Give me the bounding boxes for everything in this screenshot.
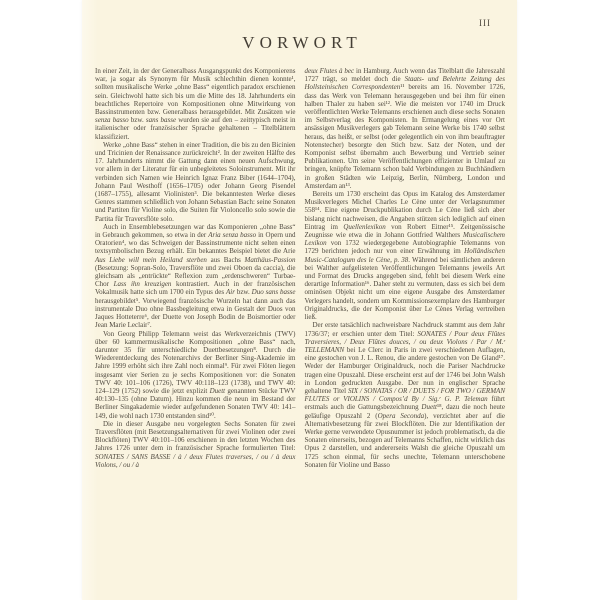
page-number: III xyxy=(479,18,491,28)
paragraph: Werke „ohne Bass“ stehen in einer Tradition, die bis zu den Bicinien und Tricinien der Renaissance zurückreicht². In der zweiten Hälfte des 17. Jahrhunderts nimmt die Gattung dann einen neuen Aufschwung, vor allem in der Literatur für ein unbegleitetes Soloinstrument. Mit ihr verbinden sich Namen wie Heinrich Ignaz Franz Biber (1644–1704), Johann Paul Westhoff (1656–1705) oder Johann Georg Pisendel (1687–1755), allesamt Violinisten³. Die bekanntesten Werke dieses Genres stammen schließlich von Johann Sebastian Bach: seine Sonaten und Partiten für Violine solo, die Suiten für Violoncello solo sowie die Partita für Traversflöte solo. xyxy=(95,140,296,223)
paragraph: deux Flutes à bec in Hamburg. Auch wenn das Titelblatt die Jahreszahl 1727 trägt, so meldet doch die Staats- und Belehrte Zeitung des Hollsteinischen Correspondenten¹¹ bereits am 16. November 1726, dass das Werk von Telemann herausgegeben und bei ihm für einen halben Thaler zu haben sei¹². Wie die meisten vor 1740 im Druck veröffentlichten Werke Telemanns erschienen auch diese sechs Sonaten im Selbstverlag des Komponisten. In Ermangelung eines vor Ort ansässigen Musikverlegers gab Telemann seine Werke bis 1740 selbst heraus, das heißt, er selbst (oder gelegentlich ein von ihm beauftragter Notenstecher) besorgte den Stich bzw. Satz der Noten, und der Komponist selbst übernahm auch Bewerbung und Vertrieb seiner Publikationen. Um seine Veröffentlichungen effizienter in Umlauf zu bringen, knüpfte Telemann schon bald Verbindungen zu Buchhändlern in großen Städten wie Leipzig, Berlin, Nürnberg, London und Amsterdam an¹³. xyxy=(304,67,506,190)
paragraph: Bereits um 1730 erscheint das Opus im Katalog des Amsterdamer Musikverlegers Michel Charles Le Cène unter der Verlagsnummer 558¹⁴. Eine eigene Druckpublikation durch Le Cène ließ sich aber bislang nicht nachweisen, die Angaben stützen sich lediglich auf einen Eintrag im Quellenlexikon von Robert Eitner¹⁵. Zeitgenössische Zeugnisse wie etwa die in Johann Gottfried Walthers Musicalischem Lexikon von 1732 wiedergegebene Autobiographie Telemanns von 1729 berichten jedoch nur von einer Erwähnung im Holländischen Music-Catalogum des le Cène, p. 38. Während bei sämtlichen anderen bei Walther aufgelisteten Veröffentlichungen Telemanns jeweils Art und Format des Drucks angegeben sind, fehlt bei diesem Werk eine derartige Information¹⁶. Daher steht zu vermuten, dass es sich bei dem ominösen Objekt nicht um eine eigene Ausgabe des Amsterdamer Verlegers handelt, sondern um Kommissionsexemplare des Hamburger Originaldrucks, die der Komponist über Le Cènes Verlag vertreiben ließ. xyxy=(304,190,506,322)
text-column-left xyxy=(95,67,296,469)
paragraph: Der erste tatsächlich nachweisbare Nachdruck stammt aus dem Jahr 1736/37; er erschien unter dem Titel: SONATES / Pour deux Flûtes Traversieres, / Deux Flûtes douces, / ou deux Violons / Par / M.ʳ TELLEMANN bei Le Clerc in Paris in zwei verschiedenen Auflagen, eine gestochen von J. L. Renou, die andere gestochen von De Gland¹⁷. Weder der Hamburger Originaldruck, noch die Pariser Nachdrucke tragen eine Opuszahl. Diese erscheint erst auf der 1746 bei John Walsh in London gedruckten Ausgabe. Der nun in englischer Sprache gehaltene Titel SIX / SONATAS / OR / DUETS / FOR TWO / GERMAN FLUTES or VIOLINS / Compos’d By / Sig.ʳ G. P. Teleman führt erstmals auch die Gattungsbezeichnung Duett¹⁸, dazu die noch heute geläufige Opuszahl 2 (Opera Seconda), verzichtet aber auf die Alternativbesetzung für zwei Blockflöten. Die zur Identifikation der Werke gerne verwendete Opusnummer ist jedoch problematisch, da die Sonaten einerseits, bezogen auf Telemanns Schaffen, nicht wirklich das Opus 2 darstellen, und andererseits Walsh die gleiche Opuszahl um 1725 schon einmal, für sechs unechte, Telemann unterschobene Sonaten für Violine und Basso xyxy=(304,321,506,469)
page-title: VORWORT xyxy=(242,33,362,52)
text-column-right xyxy=(305,67,506,469)
paragraph: In einer Zeit, in der der Generalbass Ausgangspunkt des Komponierens war, ja sogar als Synonym für Musik schlechthin dienen konnte¹, sollten musikalische Werke „ohne Bass“ eigentlich paradox erschienen sein. Gleichwohl hatte sich bis um die Mitte des 18. Jahrhunderts ein beachtliches Repertoire von Kompositionen ohne Mitwirkung von Bassinstrumenten bzw. Generalbass herausgebildet. Mit Zusätzen wie senza basso bzw. sans basse wurden sie auf den – zeittypisch meist in italienischer oder französischer Sprache gehaltenen – Titelblättern klassifiziert. xyxy=(95,67,296,141)
paragraph: Auch in Ensemblebesetzungen war das Komponieren „ohne Bass“ in Gebrauch gekommen, so etwa in der Aria senza basso in Opern und Oratorien⁴, wo das Schweigen der Bassinstrumente nicht selten einen textsymbolischen Bezug erhält. Ein bekanntes Beispiel bietet die Arie Aus Liebe will mein Heiland sterben aus Bachs Matthäus-Passion (Besetzung: Sopran-Solo, Traversflöte und zwei Oboen da caccia), die gleichsam als „entrückte“ Reflexion zum „erdenschweren“ Turbae-Chor Lass ihn kreuzigen kontrastiert. Auch in der französischen Vokalmusik hatte sich um 1700 ein Typus des Air bzw. Duo sans basse herausgebildet⁵. Vorwiegend französische Wurzeln hat dann auch das instrumentale Duo ohne Bassbegleitung etwa in Gestalt der Duos von Jaques Hotteterre⁶, der Duette von Joseph Bodin de Boismortier oder Jean Marie Leclair⁷. xyxy=(95,222,296,330)
paragraph: Von Georg Philipp Telemann weist das Werkverzeichnis (TWV) über 60 kammermusikalische Kompositionen „ohne Bass“ nach, darunter 35 für unterschiedliche Duettbesetzungen⁸. Durch die Wiederentdeckung des Notenarchivs der Berliner Sing-Akademie im Jahre 1999 erhöht sich ihre Zahl noch einmal⁹. Für zwei Flöten liegen insgesamt vier Serien zu je sechs Kompositionen vor: die Sonaten TWV 40: 101–106 (1726), TWV 40:118–123 (1738), und TWV 40: 124–129 (1752) sowie die jetzt explizit Duett genannten Stücke TWV 40:130–135 (ohne Datum). Hinzu kommen die neun im Bestand der Berliner Singakademie wieder aufgefundenen Sonaten TWV 40: 141–149, die wohl nach 1730 entstanden sind¹⁰. xyxy=(95,329,296,420)
book-page xyxy=(82,0,517,600)
text-columns xyxy=(82,53,517,469)
paragraph: Die in dieser Ausgabe neu vorgelegten Sechs Sonaten für zwei Traversflöten (mit Besetzungsalternativen für zwei Violinen oder zwei Blockflöten) TWV 40:101–106 erschienen in den letzten Wochen des Jahres 1726 unter dem in französischer Sprache formulierten Titel: SONATES / SANS BASSE / à / deux Flutes traverses, / ou / à deux Violons, / ou / à xyxy=(95,419,296,469)
